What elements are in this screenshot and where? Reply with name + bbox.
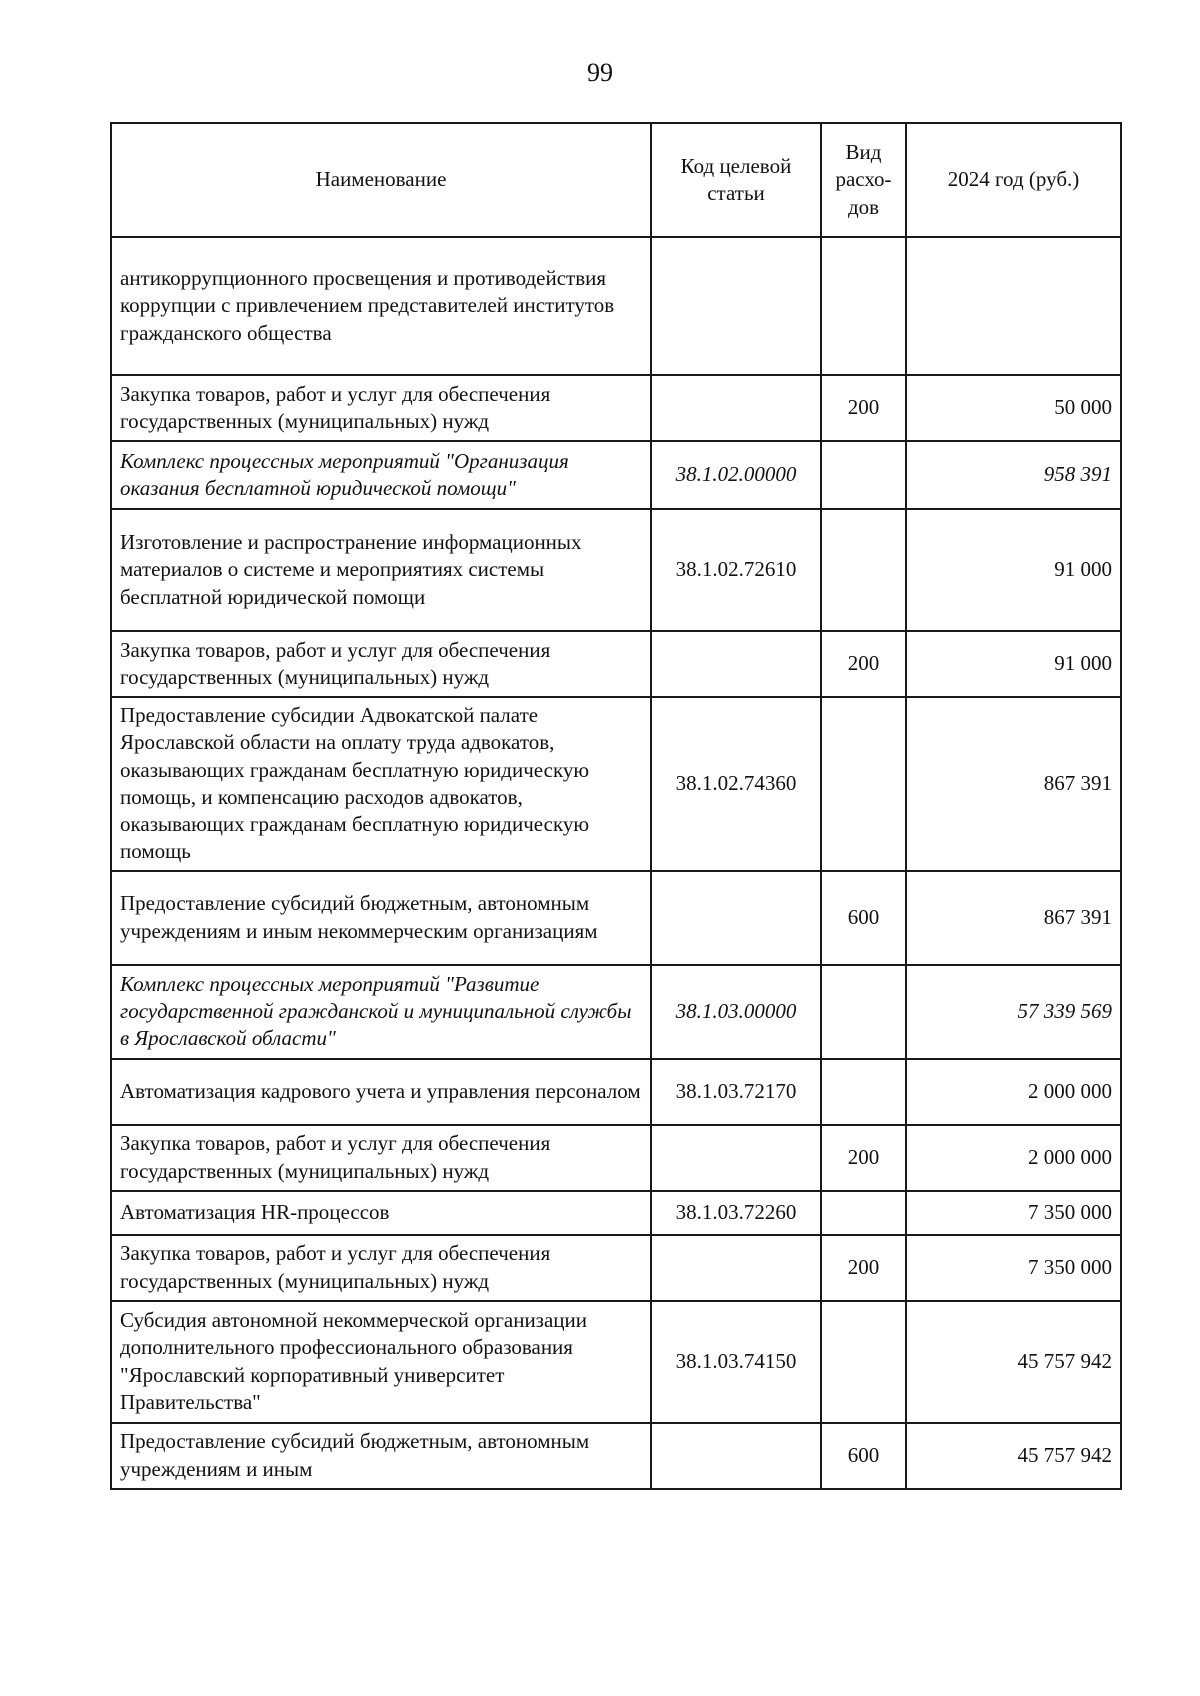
table-row: [111, 1125, 1121, 1191]
row-name-cell: Предоставление субсидии Адвокатской палате Ярославской области на оплату труда адвокатов, оказывающих гражданам бесплатную юридическую помощь, и компенсацию расходов адвокатов, оказывающих гражданам бесплатную юридическую помощь: [111, 697, 651, 871]
row-name-cell: Закупка товаров, работ и услуг для обеспечения государственных (муниципальных) нужд: [111, 1125, 651, 1191]
row-code-cell: [651, 375, 821, 441]
row-name-cell: Автоматизация кадрового учета и управления персоналом: [111, 1059, 651, 1125]
table-row: [111, 509, 1121, 631]
table-body: [111, 237, 1121, 1489]
row-name-cell: антикоррупционного просвещения и противодействия коррупции с привлечением представителей институтов гражданского общества: [111, 237, 651, 375]
row-name-cell: Закупка товаров, работ и услуг для обеспечения государственных (муниципальных) нужд: [111, 375, 651, 441]
row-name-cell: Комплекс процессных мероприятий "Организация оказания бесплатной юридической помощи": [111, 441, 651, 509]
header-type: Вид расхо-дов: [821, 123, 906, 237]
table-row: [111, 441, 1121, 509]
row-type-cell: 600: [821, 1423, 906, 1489]
page-number: 99: [587, 58, 613, 87]
row-type-cell: [821, 441, 906, 509]
row-amount-cell: 958 391: [906, 441, 1121, 509]
row-type-cell: 200: [821, 1125, 906, 1191]
row-type-cell: [821, 1301, 906, 1423]
table-row: [111, 375, 1121, 441]
row-amount-cell: 2 000 000: [906, 1125, 1121, 1191]
row-type-cell: [821, 1059, 906, 1125]
row-name-cell: Закупка товаров, работ и услуг для обеспечения государственных (муниципальных) нужд: [111, 631, 651, 697]
row-amount-cell: 7 350 000: [906, 1235, 1121, 1301]
row-code-cell: 38.1.02.72610: [651, 509, 821, 631]
row-amount-cell: [906, 237, 1121, 375]
row-amount-cell: 57 339 569: [906, 965, 1121, 1059]
row-name-cell: Автоматизация HR-процессов: [111, 1191, 651, 1235]
header-amount: 2024 год (руб.): [906, 123, 1121, 237]
row-name-cell: Комплекс процессных мероприятий "Развитие государственной гражданской и муниципальной службы в Ярославской области": [111, 965, 651, 1059]
header-name: Наименование: [111, 123, 651, 237]
table-row: [111, 871, 1121, 965]
table-row: [111, 1059, 1121, 1125]
row-code-cell: [651, 237, 821, 375]
row-amount-cell: 2 000 000: [906, 1059, 1121, 1125]
row-code-cell: [651, 871, 821, 965]
row-type-cell: [821, 697, 906, 871]
row-amount-cell: 867 391: [906, 697, 1121, 871]
row-name-cell: Закупка товаров, работ и услуг для обеспечения государственных (муниципальных) нужд: [111, 1235, 651, 1301]
table-row: [111, 631, 1121, 697]
row-amount-cell: 867 391: [906, 871, 1121, 965]
table-row: [111, 1301, 1121, 1423]
table-row: [111, 237, 1121, 375]
row-type-cell: [821, 509, 906, 631]
row-code-cell: 38.1.02.00000: [651, 441, 821, 509]
table-row: [111, 965, 1121, 1059]
row-amount-cell: 91 000: [906, 631, 1121, 697]
row-code-cell: [651, 1125, 821, 1191]
row-code-cell: [651, 1423, 821, 1489]
row-amount-cell: 50 000: [906, 375, 1121, 441]
row-type-cell: [821, 1191, 906, 1235]
table-row: [111, 1423, 1121, 1489]
table-row: [111, 1191, 1121, 1235]
row-type-cell: [821, 237, 906, 375]
row-code-cell: [651, 631, 821, 697]
row-amount-cell: 7 350 000: [906, 1191, 1121, 1235]
row-amount-cell: 45 757 942: [906, 1423, 1121, 1489]
budget-table: [110, 122, 1122, 1490]
row-type-cell: 200: [821, 375, 906, 441]
row-name-cell: Субсидия автономной некоммерческой организации дополнительного профессионального образования "Ярославский корпоративный университет Правительства": [111, 1301, 651, 1423]
row-code-cell: [651, 1235, 821, 1301]
row-name-cell: Изготовление и распространение информационных материалов о системе и мероприятиях системы бесплатной юридической помощи: [111, 509, 651, 631]
row-code-cell: 38.1.03.72170: [651, 1059, 821, 1125]
header-code: Код целевой статьи: [651, 123, 821, 237]
table-row: [111, 1235, 1121, 1301]
table-row: [111, 697, 1121, 871]
row-code-cell: 38.1.03.00000: [651, 965, 821, 1059]
table-header-row: [111, 123, 1121, 237]
row-code-cell: 38.1.03.74150: [651, 1301, 821, 1423]
row-type-cell: 200: [821, 1235, 906, 1301]
row-type-cell: [821, 965, 906, 1059]
row-amount-cell: 91 000: [906, 509, 1121, 631]
row-name-cell: Предоставление субсидий бюджетным, автономным учреждениям и иным некоммерческим организациям: [111, 871, 651, 965]
row-type-cell: 200: [821, 631, 906, 697]
row-type-cell: 600: [821, 871, 906, 965]
row-amount-cell: 45 757 942: [906, 1301, 1121, 1423]
row-code-cell: 38.1.03.72260: [651, 1191, 821, 1235]
row-name-cell: Предоставление субсидий бюджетным, автономным учреждениям и иным: [111, 1423, 651, 1489]
row-code-cell: 38.1.02.74360: [651, 697, 821, 871]
